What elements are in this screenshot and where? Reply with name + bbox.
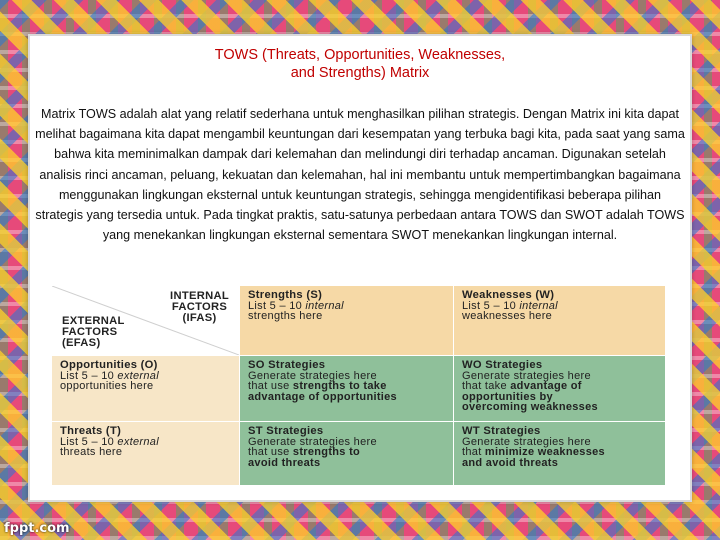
so-title: SO Strategies xyxy=(248,359,326,371)
weaknesses-cell xyxy=(454,286,666,356)
internal-label-2: FACTORS xyxy=(171,301,228,313)
external-factors-label xyxy=(62,316,125,349)
title-line-1: TOWS (Threats, Opportunities, Weaknesses, xyxy=(214,47,506,63)
slide-title xyxy=(30,46,690,82)
internal-label-1: INTERNAL xyxy=(170,290,229,302)
wo-title: WO Strategies xyxy=(462,359,543,371)
wt-line-1: Generate strategies here xyxy=(462,435,591,448)
strengths-cell xyxy=(240,286,454,356)
st-title: ST Strategies xyxy=(248,425,324,437)
st-strategies-cell xyxy=(240,422,454,486)
wt-line-2: that minimize weaknesses xyxy=(462,446,605,458)
external-label-2: FACTORS xyxy=(62,326,118,338)
so-line-1: Generate strategies here xyxy=(248,369,377,382)
weaknesses-line-1: List 5 – 10 internal xyxy=(462,299,558,312)
opportunities-line-2: opportunities here xyxy=(60,380,154,392)
wt-title: WT Strategies xyxy=(462,425,541,437)
st-line-2: that use strengths to xyxy=(248,446,361,458)
slide-card xyxy=(28,34,692,502)
threats-title: Threats (T) xyxy=(60,425,122,437)
wt-line-3: and avoid threats xyxy=(462,456,559,469)
strengths-title: Strengths (S) xyxy=(248,289,323,301)
st-line-1: Generate strategies here xyxy=(248,435,377,448)
title-line-2: and Strengths) Matrix xyxy=(290,65,430,81)
so-line-3: advantage of opportunities xyxy=(248,390,397,403)
wo-line-3: opportunities by xyxy=(462,390,553,403)
weaknesses-title: Weaknesses (W) xyxy=(462,289,555,301)
threats-cell xyxy=(52,422,240,486)
tows-matrix xyxy=(52,286,666,486)
wo-line-1: Generate strategies here xyxy=(462,369,591,382)
internal-factors-label xyxy=(170,291,229,324)
body-paragraph: Matrix TOWS adalah alat yang relatif sederhana untuk menghasilkan pilihan strategis. Dengan Matrix ini kita dapat melihat bagaimana kita dapat mengambil keuntungan dari kesempatan yang terbuka bagi kita, pada saat yang sama bahwa kita meminimalkan dampak dari kelemahan dan melindungi diri terhadap ancaman. Digunakan setelah analisis rinci ancaman, peluang, kekuatan dan kelemahan, hal ini membantu untuk mempertimbangkan bagaimana menggunakan lingkungan eksternal untuk keuntungan strategis, sehingga mengidentifikasi beberapa pilihan strategis yang tersedia untuk. Pada tingkat praktis, satu-satunya perbedaan antara TOWS dan SWOT adalah TOWS yang menekankan lingkungan eksternal sementara SWOT menekankan lingkungan internal. xyxy=(35,107,685,243)
so-strategies-cell xyxy=(240,356,454,422)
external-label-3: (EFAS) xyxy=(62,337,101,349)
opportunities-cell xyxy=(52,356,240,422)
st-line-3: avoid threats xyxy=(248,456,321,469)
wt-strategies-cell xyxy=(454,422,666,486)
wo-line-2: that take advantage of xyxy=(462,380,582,392)
opportunities-line-1: List 5 – 10 external xyxy=(60,369,159,382)
so-line-2: that use strengths to take xyxy=(248,380,387,392)
footer-watermark: fppt.com xyxy=(4,521,70,536)
strengths-line-2: strengths here xyxy=(248,310,323,322)
opportunities-title: Opportunities (O) xyxy=(60,359,158,371)
wo-line-4: overcoming weaknesses xyxy=(462,401,598,413)
threats-line-1: List 5 – 10 external xyxy=(60,435,159,448)
internal-label-3: (IFAS) xyxy=(182,312,217,324)
external-label-1: EXTERNAL xyxy=(62,315,125,327)
wo-strategies-cell xyxy=(454,356,666,422)
matrix-corner xyxy=(52,286,240,356)
threats-line-2: threats here xyxy=(60,446,123,458)
strengths-line-1: List 5 – 10 internal xyxy=(248,299,344,312)
weaknesses-line-2: weaknesses here xyxy=(462,310,553,322)
